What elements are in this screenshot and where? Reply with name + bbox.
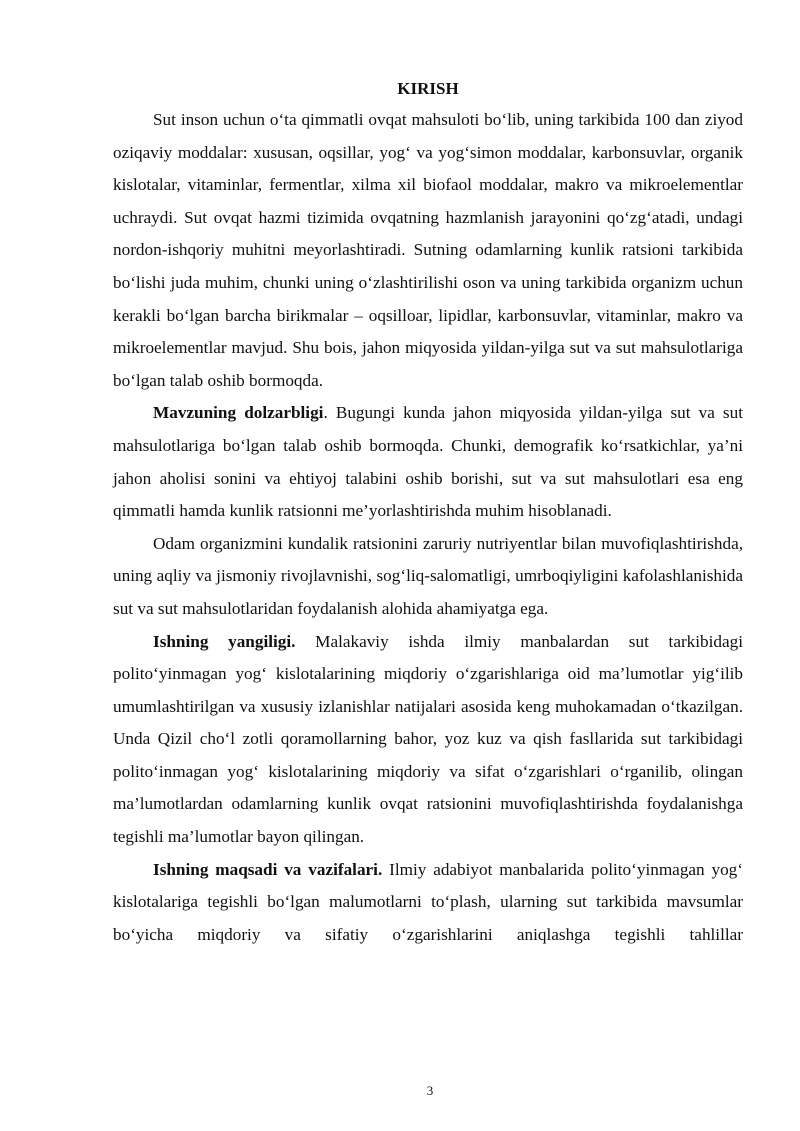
paragraph-text: Malakaviy ishda ilmiy manbalardan sut tarkibidagi polito‘yinmagan yog‘ kislotalarining miqdoriy o‘zgarishlariga oid ma’lumotlar yig‘ilib umumlashtirilgan va xususiy izlanishlar natijalari asosida keng muhokamadan o‘tkazilgan. Unda Qizil cho‘l zotli qoramollarning bahor, yoz kuz va qish fasllarida sut tarkibidagi polito‘inmagan yog‘ kislotalarining miqdoriy va sifat o‘zgarishlari o‘rganilib, olingan ma’lumotlardan odamlarning kunlik ovqat ratsionini muvofiqlashtirishda foydalanishga tegishli ma’lumotlar bayon qilingan. [113,631,744,847]
paragraph-lead: Mavzuning dolzarbligi [153,403,324,423]
paragraph-text: Sut inson uchun o‘ta qimmatli ovqat mahsuloti bo‘lib, uning tarkibida 100 dan ziyod oziqaviy moddalar: xususan, oqsillar, yog‘ va yog‘simon moddalar, karbonsuvlar, organik kislotalar, vitaminlar, fermentlar, xilma xil biofaol moddalar, makro va mikroelementlar uchraydi. Sut ovqat hazmi tizimida ovqatning hazmlanish jarayonini qo‘zg‘atadi, undagi nordon-ishqoriy muhitni meyorlashtiradi. Sutning odamlarning kunlik ratsioni tarkibida bo‘lishi juda muhim, chunki uning o‘zlashtirilishi oson va uning tarkibida organizm uchun kerakli bo‘lgan barcha birikmalar – oqsilloar, lipidlar, karbonsuvlar, vitaminlar, makro va mikroelementlar mavjud. Shu bois, jahon miqyosida yildan-yilga sut va sut mahsulotlariga bo‘lgan talab oshib bormoqda. [113,110,743,390]
paragraph-novelty [113,626,743,854]
page-title: KIRISH [397,79,459,98]
paragraph-goals [113,854,743,952]
paragraph-nutrition [113,528,743,626]
paragraph-text: Ilmiy adabiyot manbalarida polito‘yinmagan yog‘ kislotalariga tegishli bo‘lgan malumotlarni to‘plash, ularning sut tarkibida mavsumlar bo‘yicha miqdoriy va sifatiy o‘zgarishlarini aniqlashga tegishli tahlillar [113,859,743,944]
paragraph-intro [113,104,743,397]
paragraph-lead: Ishning yangiligi. [153,631,296,651]
paragraph-lead: Ishning maqsadi va vazifalari. [153,859,383,879]
paragraph-text: . Bugungi kunda jahon miqyosida yildan-yilga sut va sut mahsulotlariga bo‘lgan talab oshib bormoqda. Chunki, demografik ko‘rsatkichlar, ya’ni jahon aholisi sonini va ehtiyoj talabini oshib borishi, sut va sut mahsulotlari esa eng qimmatli hamda kunlik ratsionni me’yorlashtirishda muhim hisoblanadi. [113,403,743,521]
page-number: 3 [426,1083,434,1098]
paragraph-text: Odam organizmini kundalik ratsionini zaruriy nutriyentlar bilan muvofiqlashtirishda, uning aqliy va jismoniy rivojlavnishi, sog‘liq-salomatligi, umrboqiyligini kafolashlanishida sut va sut mahsulotlaridan foydalanish alohida ahamiyatga ega. [113,533,743,618]
paragraph-relevance [113,397,743,527]
document-page [113,70,743,951]
